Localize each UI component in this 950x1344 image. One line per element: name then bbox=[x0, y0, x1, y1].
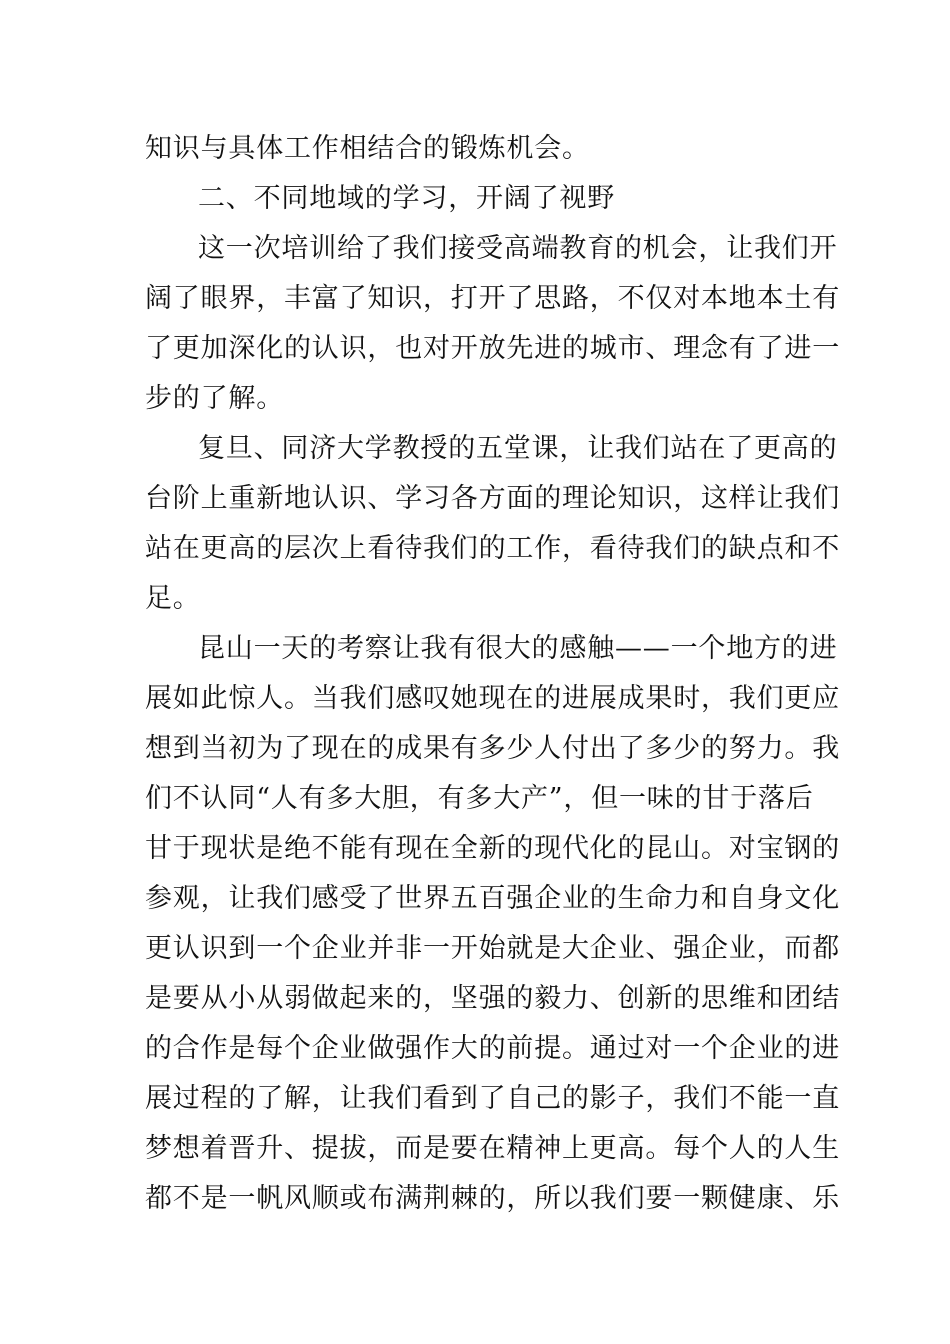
text-line: 展如此惊人。当我们感叹她现在的进展成果时，我们更应 bbox=[145, 683, 840, 714]
text-line: 更认识到一个企业并非一开始就是大企业、强企业，而都 bbox=[145, 933, 840, 964]
text-line: 都不是一帆风顺或布满荆棘的，所以我们要一颗健康、乐 bbox=[145, 1183, 840, 1214]
text-line: 想到当初为了现在的成果有多少人付出了多少的努力。我 bbox=[145, 733, 840, 764]
text-line: 足。 bbox=[145, 583, 201, 614]
text-line: 参观，让我们感受了世界五百强企业的生命力和自身文化 bbox=[145, 883, 840, 914]
text-line: 们不认同“人有多大胆，有多大产”，但一味的甘于落后 bbox=[145, 783, 814, 814]
text-line: 的合作是每个企业做强作大的前提。通过对一个企业的进 bbox=[145, 1033, 840, 1064]
text-line: 站在更高的层次上看待我们的工作，看待我们的缺点和不 bbox=[145, 533, 840, 564]
text-line: 梦想着晋升、提拔，而是要在精神上更高。每个人的人生 bbox=[145, 1133, 840, 1164]
text-line: 是要从小从弱做起来的，坚强的毅力、创新的思维和团结 bbox=[145, 983, 840, 1014]
text-line: 步的了解。 bbox=[145, 383, 284, 414]
text-line: 甘于现状是绝不能有现在全新的现代化的昆山。对宝钢的 bbox=[145, 833, 840, 864]
text-line: 了更加深化的认识，也对开放先进的城市、理念有了进一 bbox=[145, 333, 840, 364]
text-line: 复旦、同济大学教授的五堂课，让我们站在了更高的 bbox=[198, 433, 838, 464]
text-line: 台阶上重新地认识、学习各方面的理论知识，这样让我们 bbox=[145, 483, 840, 514]
text-line: 昆山一天的考察让我有很大的感触——一个地方的进 bbox=[198, 633, 838, 664]
text-line: 知识与具体工作相结合的锻炼机会。 bbox=[145, 133, 590, 164]
text-line: 展过程的了解，让我们看到了自己的影子，我们不能一直 bbox=[145, 1083, 840, 1114]
section-heading: 二、不同地域的学习，开阔了视野 bbox=[198, 183, 615, 214]
text-line: 阔了眼界，丰富了知识，打开了思路，不仅对本地本土有 bbox=[145, 283, 840, 314]
text-line: 这一次培训给了我们接受高端教育的机会，让我们开 bbox=[198, 233, 838, 264]
